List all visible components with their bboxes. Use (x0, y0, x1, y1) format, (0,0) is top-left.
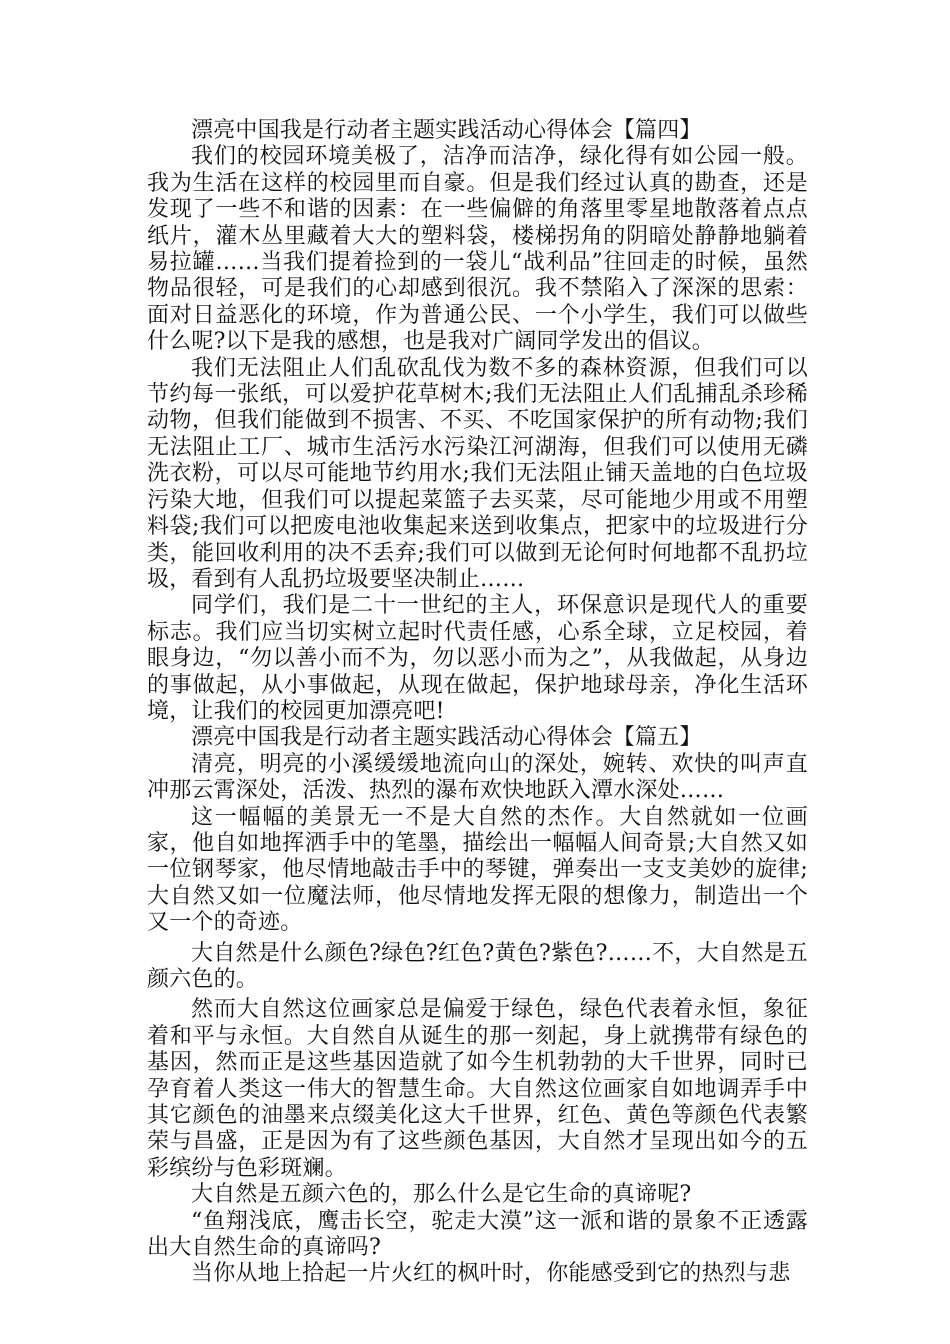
paragraph: “鱼翔浅底，鹰击长空，驼走大漠”这一派和谐的景象不正透露出大自然生命的真谛吗? (147, 1208, 808, 1261)
paragraph: 然而大自然这位画家总是偏爱于绿色，绿色代表着永恒，象征着和平与永恒。大自然自从诞生的那一刻起，身上就携带有绿色的基因，然而正是这些基因造就了如今生机勃勃的大千世界，同时已孕育着人类这一伟大的智慧生命。大自然这位画家自如地调弄手中其它颜色的油墨来点缀美化这大千世界，红色、黄色等颜色代表繁荣与昌盛，正是因为有了这些颜色基因，大自然才呈现出如今的五彩缤纷与色彩斑斓。 (147, 997, 808, 1181)
section-heading-4: 漂亮中国我是行动者主题实践活动心得体会【篇四】 (191, 118, 702, 143)
paragraph: 大自然是什么颜色?绿色?红色?黄色?紫色?……不，大自然是五颜六色的。 (147, 940, 808, 992)
paragraph: 我们的校园环境美极了，洁净而洁净，绿化得有如公园一般。我为生活在这样的校园里而自豪。但是我们经过认真的勘查，还是发现了一些不和谐的因素：在一些偏僻的角落里零星地散落着点点纸片，灌木丛里藏着大大的塑料袋，楼梯拐角的阴暗处静静地躺着易拉罐……当我们提着捡到的一袋儿“战利品”往回走的时候，虽然物品很轻，可是我们的心却感到很沉。我不禁陷入了深深的思索：面对日益恶化的环境，作为普通公民、一个小学生，我们可以做些什么呢?以下是我的感想，也是我对广阔同学发出的倡议。 (147, 144, 808, 355)
paragraph: 这一幅幅的美景无一不是大自然的杰作。大自然就如一位画家，他自如地挥洒手中的笔墨，描绘出一幅幅人间奇景;大自然又如一位钢琴家，他尽情地敲击手中的琴键，弹奏出一支支美妙的旋律;大自然又如一位魔法师，他尽情地发挥无限的想像力，制造出一个又一个的奇迹。 (147, 804, 808, 936)
section-heading-5: 漂亮中国我是行动者主题实践活动心得体会【篇五】 (191, 725, 702, 751)
paragraph: 同学们，我们是二十一世纪的主人，环保意识是现代人的重要标志。我们应当切实树立起时代责任感，心系全球，立足校园，着眼身边，“勿以善小而不为，勿以恶小而为之”，从我做起，从身边的事做起，从小事做起，从现在做起，保护地球母亲，净化生活环境，让我们的校园更加漂亮吧! (147, 593, 808, 724)
paragraph: 我们无法阻止人们乱砍乱伐为数不多的森林资源，但我们可以节约每一张纸，可以爱护花草树木;我们无法阻止人们乱捕乱杀珍稀动物，但我们能做到不损害、不买、不吃国家保护的所有动物;我们无法阻止工厂、城市生活污水污染江河湖海，但我们可以使用无磷洗衣粉，可以尽可能地节约用水;我们无法阻止铺天盖地的白色垃圾污染大地，但我们可以提起菜篮子去买菜，尽可能地少用或不用塑料袋;我们可以把废电池收集起来送到收集点，把家中的垃圾进行分类，能回收利用的决不丢弃;我们可以做到无论何时何地都不乱扔垃圾，看到有人乱扔垃圾要坚决制止…… (147, 355, 808, 592)
paragraph: 当你从地上拾起一片火红的枫叶时，你能感受到它的热烈与悲 (191, 1261, 791, 1287)
paragraph: 大自然是五颜六色的，那么什么是它生命的真谛呢? (191, 1182, 692, 1208)
document-page (147, 118, 808, 1288)
paragraph: 清亮，明亮的小溪缓缓地流向山的深处，婉转、欢快的叫声直冲那云霄深处，活泼、热烈的瀑布欢快地跃入潭水深处…… (147, 751, 808, 804)
